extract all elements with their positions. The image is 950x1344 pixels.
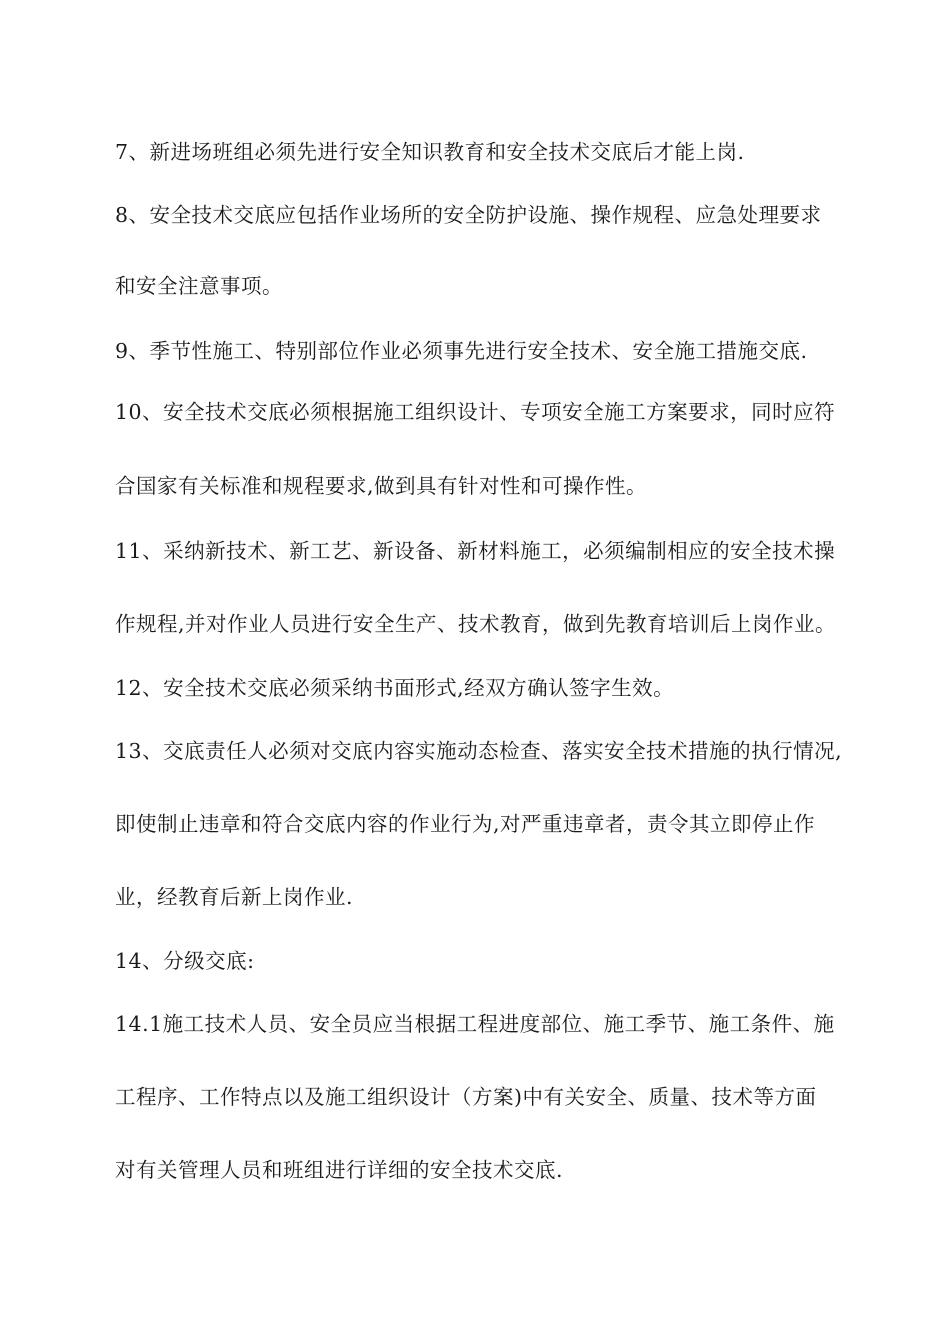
- item-13-text-continued-2: 业，经教育后新上岗作业.: [115, 885, 354, 909]
- item-14-heading: 14、分级交底:: [115, 949, 255, 973]
- item-12-text: 12、安全技术交底必须采纳书面形式,经双方确认签字生效。: [115, 676, 675, 700]
- item-14-1-text-continued-2: 对有关管理人员和班组进行详细的安全技术交底.: [115, 1158, 564, 1182]
- item-9-text: 9、季节性施工、特别部位作业必须事先进行安全技术、安全施工措施交底.: [115, 339, 808, 363]
- item-10-text-continued: 合国家有关标准和规程要求,做到具有针对性和可操作性。: [115, 474, 648, 498]
- item-14-1-text: 14.1施工技术人员、安全员应当根据工程进度部位、施工季节、施工条件、施: [115, 1012, 835, 1036]
- item-8-text: 8、安全技术交底应包括作业场所的安全防护设施、操作规程、应急处理要求: [115, 203, 822, 227]
- item-8-text-continued: 和安全注意事项。: [115, 274, 283, 298]
- item-11-text: 11、采纳新技术、新工艺、新设备、新材料施工，必须编制相应的安全技术操: [115, 539, 836, 563]
- item-13-text: 13、交底责任人必须对交底内容实施动态检查、落实安全技术措施的执行情况,: [115, 739, 843, 763]
- item-13-text-continued: 即使制止违章和符合交底内容的作业行为,对严重违章者，责令其立即停止作: [115, 812, 816, 836]
- item-14-1-text-continued: 工程序、工作特点以及施工组织设计（方案)中有关安全、质量、技术等方面: [115, 1085, 817, 1109]
- item-11-text-continued: 作规程,并对作业人员进行安全生产、技术教育，做到先教育培训后上岗作业。: [115, 612, 837, 636]
- item-10-text: 10、安全技术交底必须根据施工组织设计、专项安全施工方案要求，同时应符: [115, 400, 836, 424]
- item-7-text: 7、新进场班组必须先进行安全知识教育和安全技术交底后才能上岗.: [115, 140, 745, 164]
